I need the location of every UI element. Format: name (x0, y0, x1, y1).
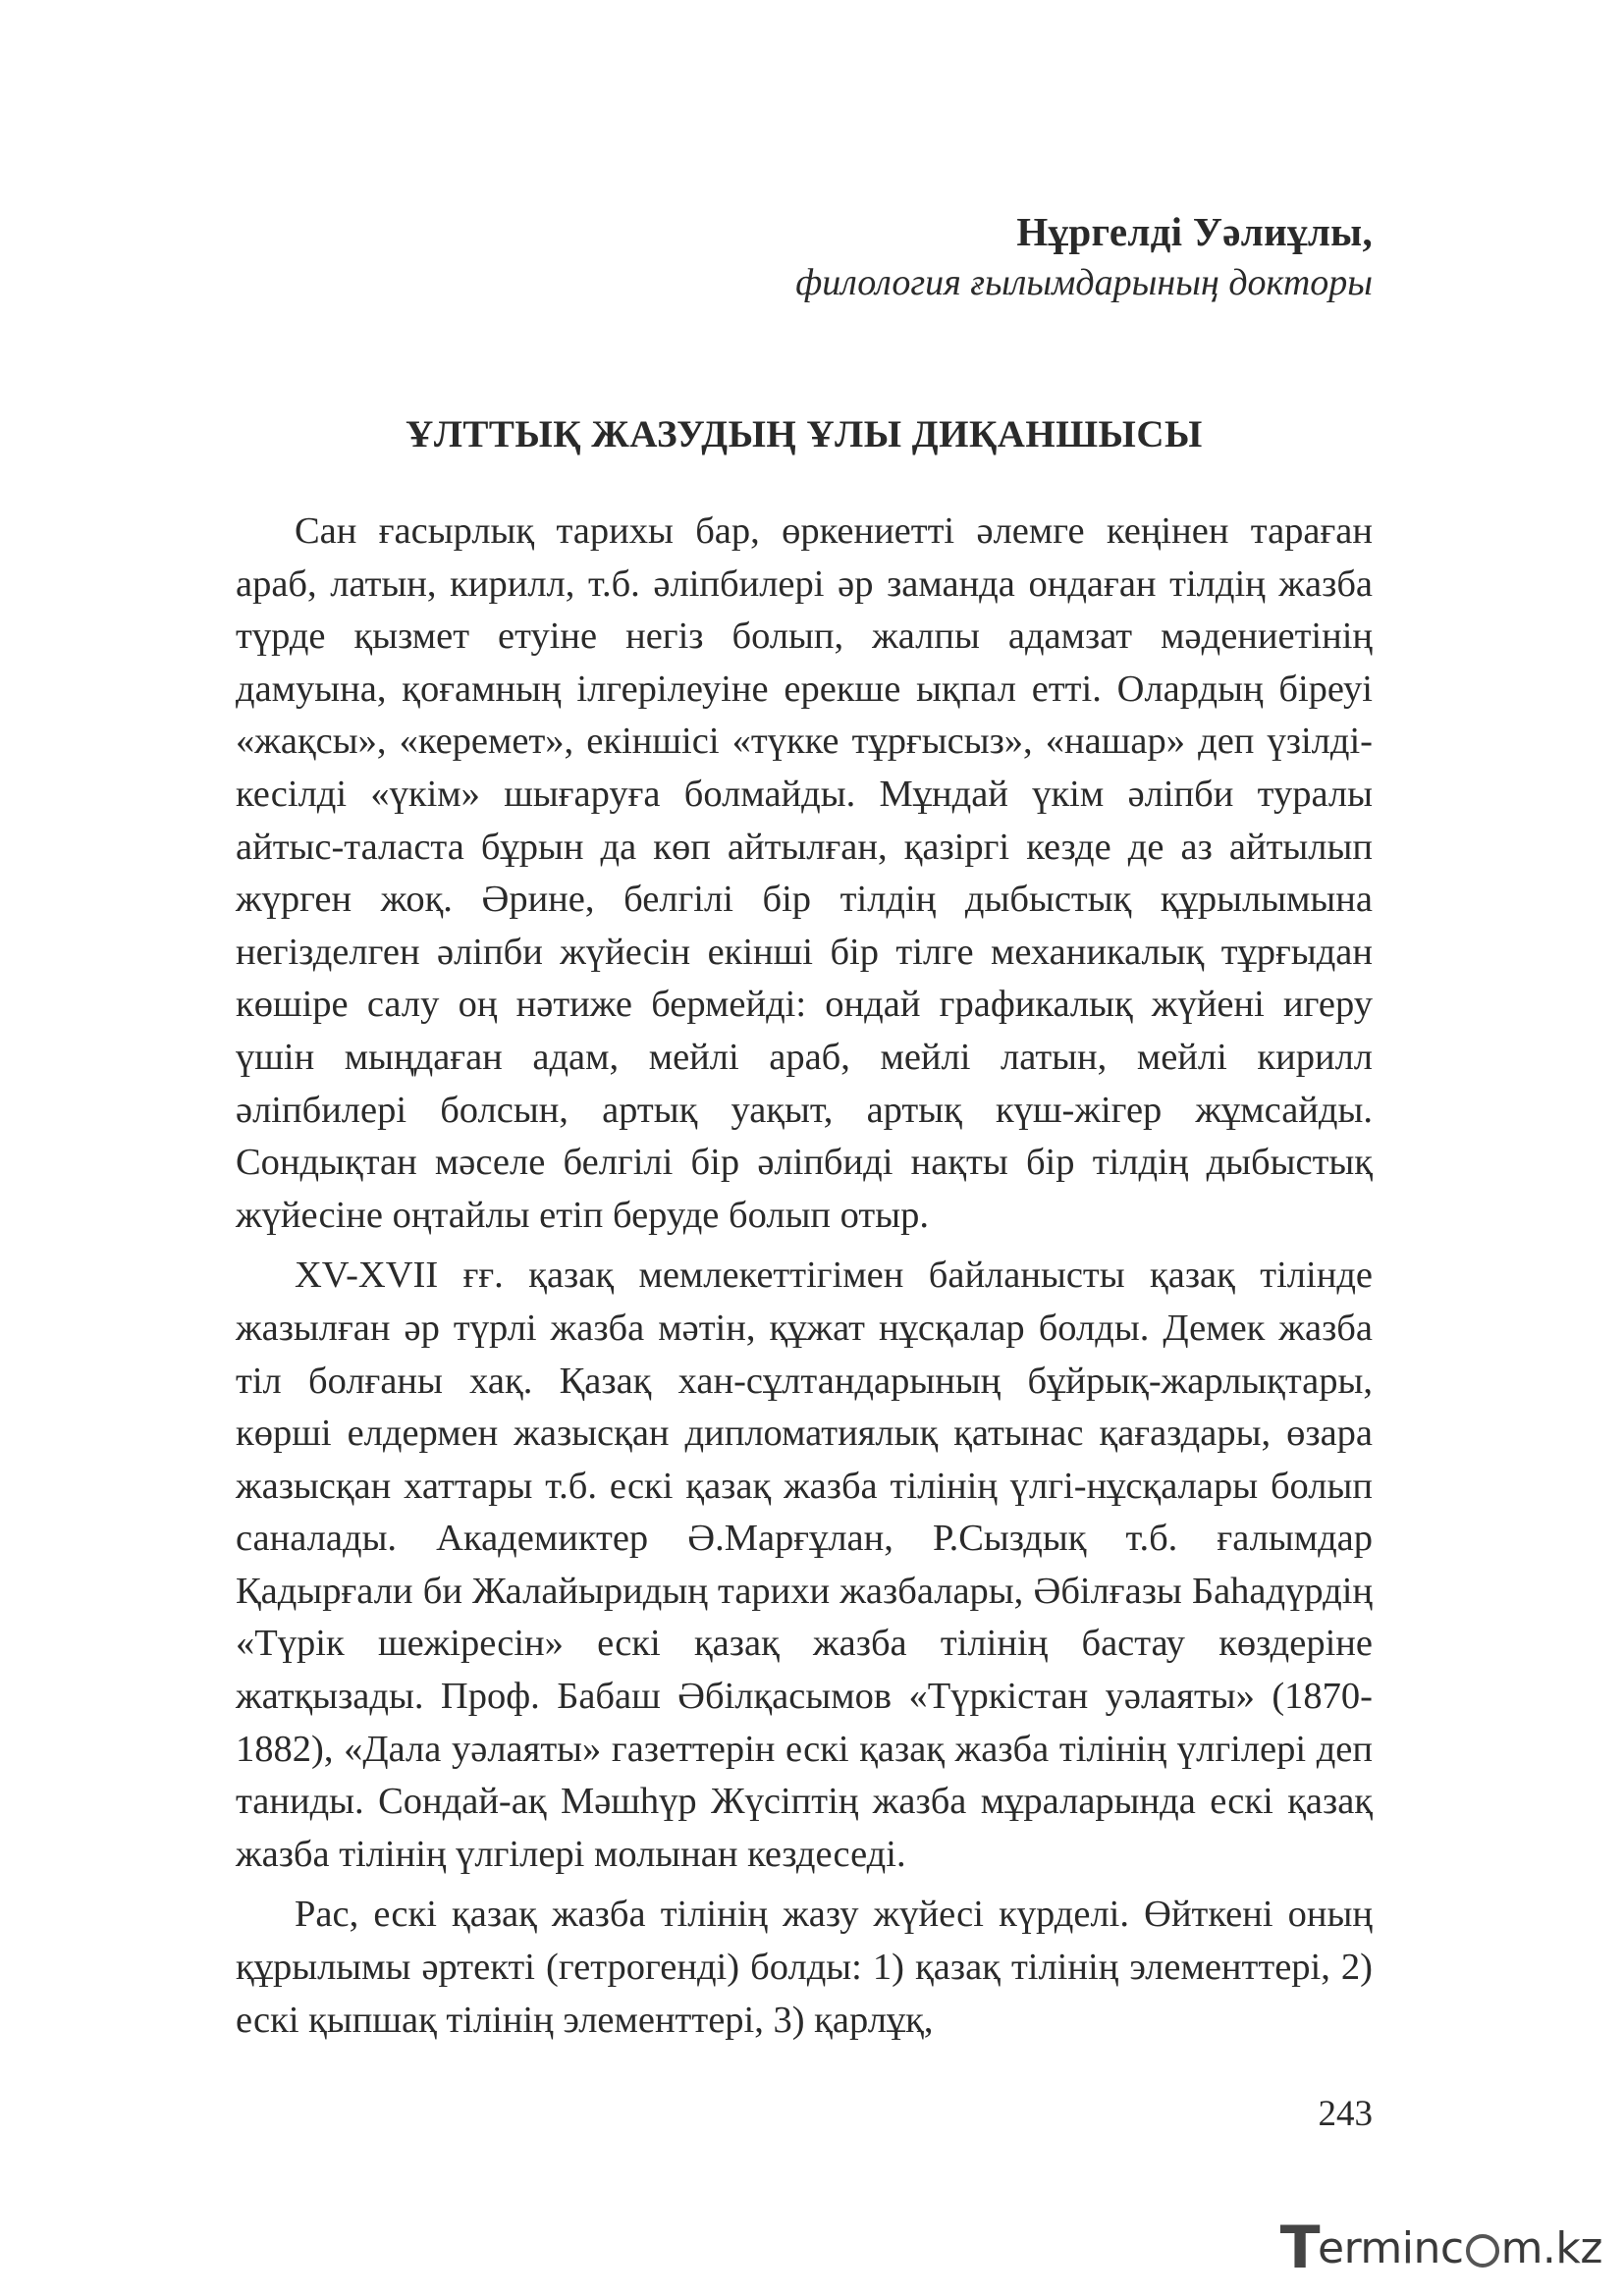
paragraph-1: Сан ғасырлық тарихы бар, өркениетті әлемге кеңінен тараған араб, латын, кирилл, т.б. әліпбилері әр заманда ондаған тілдің жазба түрде қызмет етуіне негіз болып, жалпы адамзат мәдениетінің дамуына, қоғамның ілгерілеуіне ерекше ықпал етті. Олардың біреуі «жақсы», «керемет», екіншісі «түкке тұрғысыз», «нашар» деп үзілді-кесілді «үкім» шығаруға болмайды. Мұндай үкім әліпби туралы айтыс-таласта бұрын да көп айтылған, қазіргі кезде де аз айтылып жүрген жоқ. Әрине, белгілі бір тілдің дыбыстық құрылымына негізделген әліпби жүйесін екінші бір тілге механикалық тұрғыдан көшіре салу оң нәтиже бермейді: ондай графикалық жүйені игеру үшін мыңдаған адам, мейлі араб, мейлі латын, мейлі кирилл әліпбилері болсын, артық уақыт, артық күш-жігер жұмсайды. Сондықтан мәселе белгілі бір әліпбиді нақты бір тілдің дыбыстық жүйесіне оңтайлы етіп беруде болып отыр. (236, 510, 1373, 1236)
author-block (795, 206, 1373, 308)
article-body (236, 506, 1373, 2055)
site-watermark (1279, 2214, 1602, 2282)
page-number: 243 (1318, 2094, 1373, 2134)
watermark-text-start: erminc (1318, 2222, 1464, 2273)
paragraph-3: Рас, ескі қазақ жазба тілінің жазу жүйесі күрделі. Өйткені оның құрылымы әртекті (гетрогенді) болды: 1) қазақ тілінің элементтері, 2) ескі қыпшақ тілінің элементтері, 3) қарлұқ, (236, 1894, 1373, 2041)
watermark-circle-icon (1466, 2234, 1499, 2268)
watermark-text-end: m.kz (1500, 2222, 1602, 2273)
author-name: Нұргелді Уәлиұлы, (1016, 209, 1373, 254)
paragraph-2: XV-XVII ғғ. қазақ мемлекеттігімен байланысты қазақ тілінде жазылған әр түрлі жазба мәтін, құжат нұсқалар болды. Демек жазба тіл болғаны хақ. Қазақ хан-сұлтандарының бұйрық-жарлықтары, көрші елдермен жазысқан дипломатиялық қатынас қағаздары, өзара жазысқан хаттары т.б. ескі қазақ жазба тілінің үлгі-нұсқалары болып саналады. Академиктер Ә.Марғұлан, Р.Сыздық т.б. ғалымдар Қадырғали би Жалайыридың тарихи жазбалары, Әбілғазы Баһадүрдің «Түрік шежіресін» ескі қазақ жазба тілінің бастау көздеріне жатқызады. Проф. Бабаш Әбілқасымов «Түркістан уәлаяты» (1870-1882), «Дала уәлаяты» газеттерін ескі қазақ жазба тілінің үлгілері деп таниды. Сондай-ақ Мәшһүр Жүсіптің жазба мұраларында ескі қазақ жазба тілінің үлгілері молынан кездеседі. (236, 1255, 1373, 1875)
watermark-logo-letter: T (1279, 2214, 1320, 2282)
article-title: ҰЛТТЫҚ ЖАЗУДЫҢ ҰЛЫ ДИҚАНШЫСЫ (406, 413, 1203, 455)
author-degree: филология ғылымдарының докторы (795, 262, 1373, 303)
